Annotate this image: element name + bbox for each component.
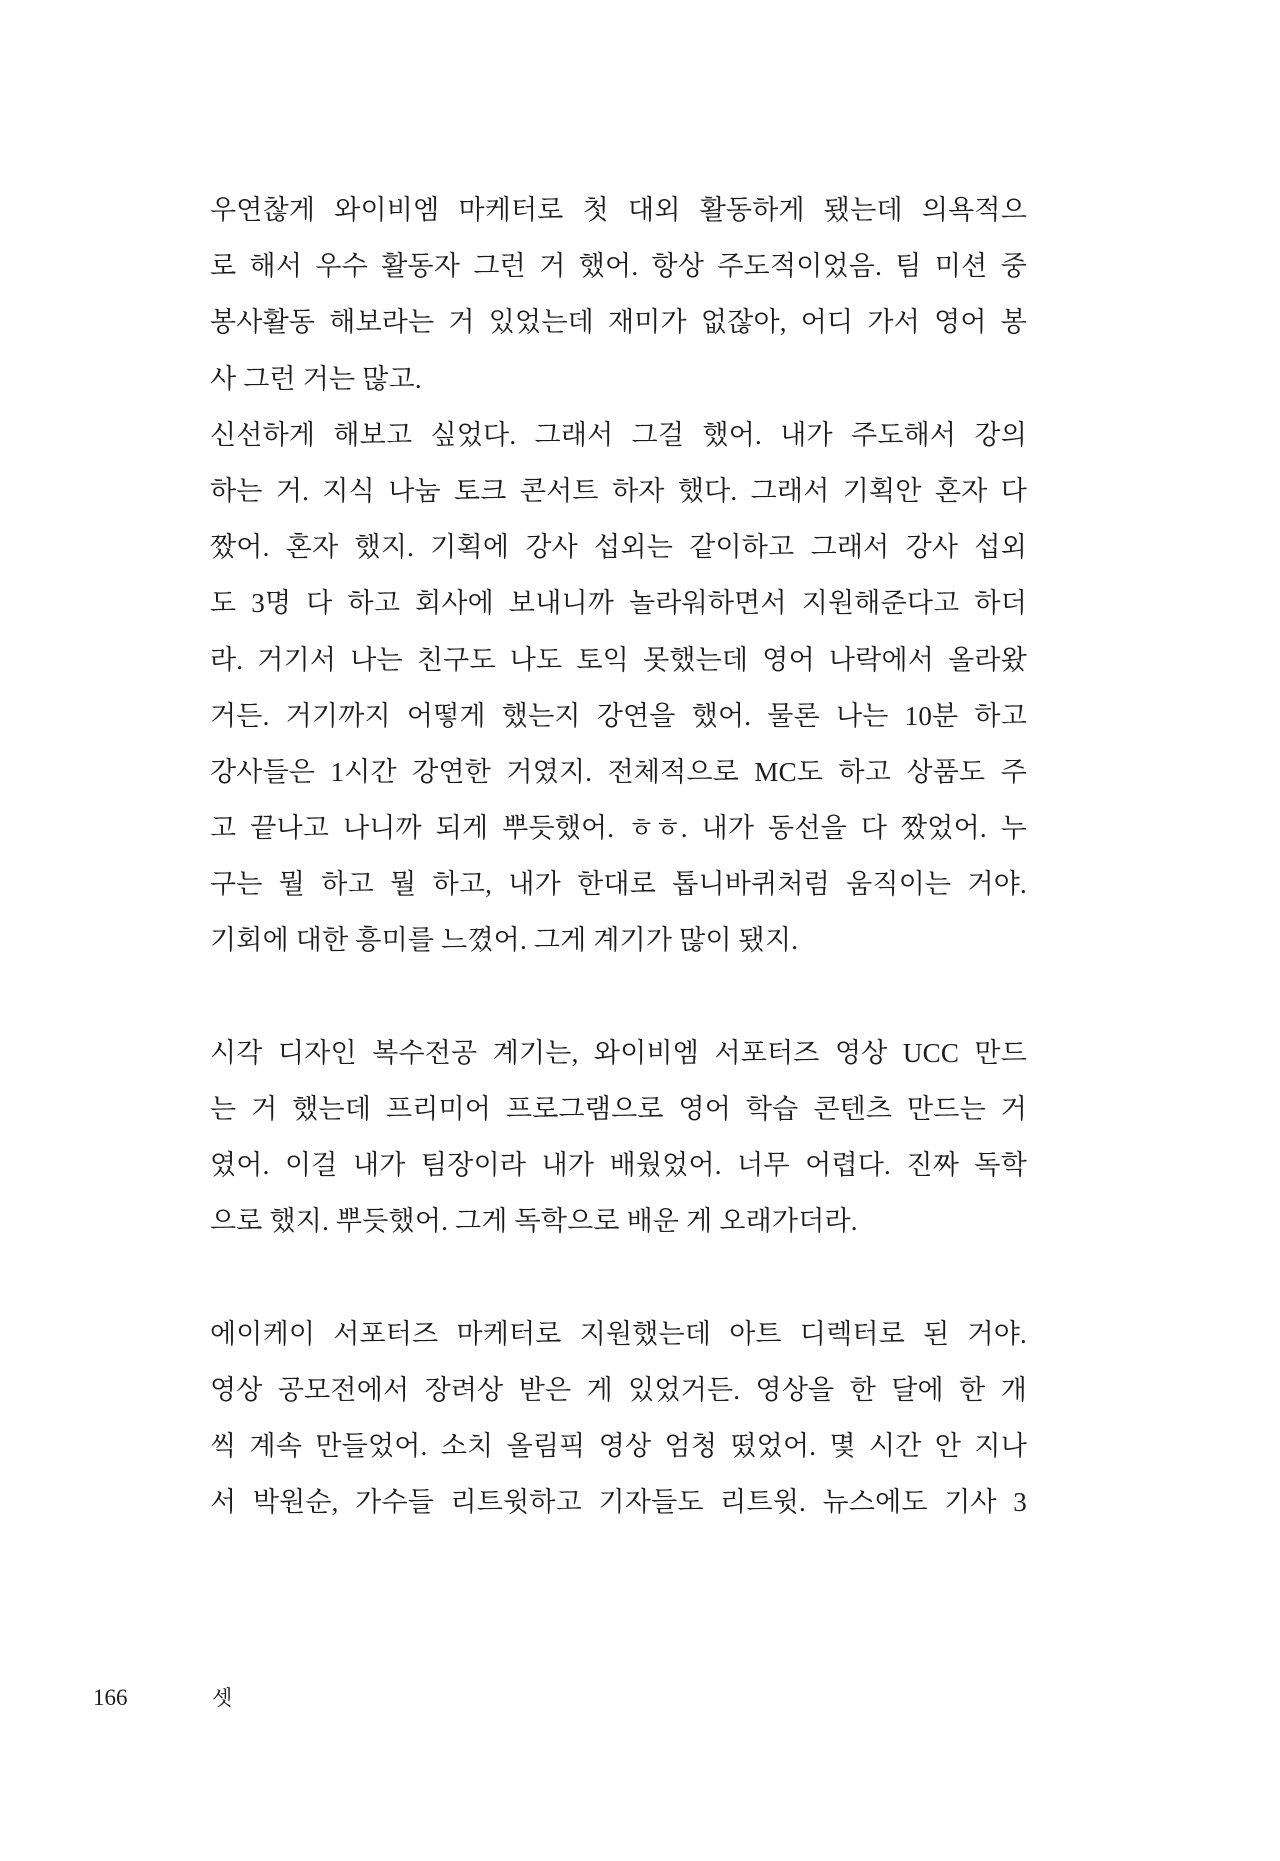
text-line: 도 3명 다 하고 회사에 보내니까 놀라워하면서 지원해준다고 하더 bbox=[210, 588, 1027, 619]
text-line: 짰어. 혼자 했지. 기획에 강사 섭외는 같이하고 그래서 강사 섭외 bbox=[210, 532, 1027, 563]
text-line: 봉사활동 해보라는 거 있었는데 재미가 없잖아, 어디 가서 영어 봉 bbox=[210, 307, 1027, 338]
text-line: 하는 거. 지식 나눔 토크 콘서트 하자 했다. 그래서 기획안 혼자 다 bbox=[210, 475, 1027, 506]
text-line: 우연찮게 와이비엠 마케터로 첫 대외 활동하게 됐는데 의욕적으 bbox=[210, 195, 1027, 225]
section-label: 셋 bbox=[212, 1686, 233, 1710]
paragraph-gap bbox=[210, 1250, 1027, 1306]
text-line: 으로 했지. 뿌듯했어. 그게 독학으로 배운 게 오래가더라. bbox=[210, 1206, 858, 1237]
text-line: 구는 뭘 하고 뭘 하고, 내가 한대로 톱니바퀴처럼 움직이는 거야. bbox=[210, 869, 1027, 900]
text-line: 기회에 대한 흥미를 느꼈어. 그게 계기가 많이 됐지. bbox=[210, 925, 799, 956]
paragraph bbox=[210, 182, 1027, 407]
body-text bbox=[210, 182, 1027, 1531]
text-line: 로 해서 우수 활동자 그런 거 했어. 항상 주도적이었음. 팀 미션 중 bbox=[210, 251, 1027, 282]
text-line: 고 끝나고 나니까 되게 뿌듯했어. ㅎㅎ. 내가 동선을 다 짰었어. 누 bbox=[210, 813, 1027, 844]
paragraph bbox=[210, 407, 1027, 969]
text-line: 에이케이 서포터즈 마케터로 지원했는데 아트 디렉터로 된 거야. bbox=[210, 1318, 1027, 1349]
text-line: 라. 거기서 나는 친구도 나도 토익 못했는데 영어 나락에서 올라왔 bbox=[210, 644, 1027, 675]
text-line: 거든. 거기까지 어떻게 했는지 강연을 했어. 물론 나는 10분 하고 bbox=[210, 700, 1027, 731]
text-line: 씩 계속 만들었어. 소치 올림픽 영상 엄청 떴었어. 몇 시간 안 지나 bbox=[210, 1431, 1027, 1462]
text-line: 사 그런 거는 많고. bbox=[210, 363, 422, 394]
paragraph bbox=[210, 1025, 1027, 1250]
text-line: 영상 공모전에서 장려상 받은 게 있었거든. 영상을 한 달에 한 개 bbox=[210, 1374, 1027, 1405]
page-number: 166 bbox=[93, 1685, 128, 1710]
text-line: 는 거 했는데 프리미어 프로그램으로 영어 학습 콘텐츠 만드는 거 bbox=[210, 1094, 1027, 1124]
paragraph bbox=[210, 1306, 1027, 1531]
text-line: 신선하게 해보고 싶었다. 그래서 그걸 했어. 내가 주도해서 강의 bbox=[210, 419, 1027, 450]
text-line: 시각 디자인 복수전공 계기는, 와이비엠 서포터즈 영상 UCC 만드 bbox=[210, 1037, 1027, 1068]
paragraph-gap bbox=[210, 969, 1027, 1025]
text-line: 서 박원순, 가수들 리트윗하고 기자들도 리트윗. 뉴스에도 기사 3 bbox=[210, 1487, 1027, 1518]
text-line: 강사들은 1시간 강연한 거였지. 전체적으로 MC도 하고 상품도 주 bbox=[210, 756, 1027, 787]
text-line: 였어. 이걸 내가 팀장이라 내가 배웠었어. 너무 어렵다. 진짜 독학 bbox=[210, 1150, 1027, 1181]
